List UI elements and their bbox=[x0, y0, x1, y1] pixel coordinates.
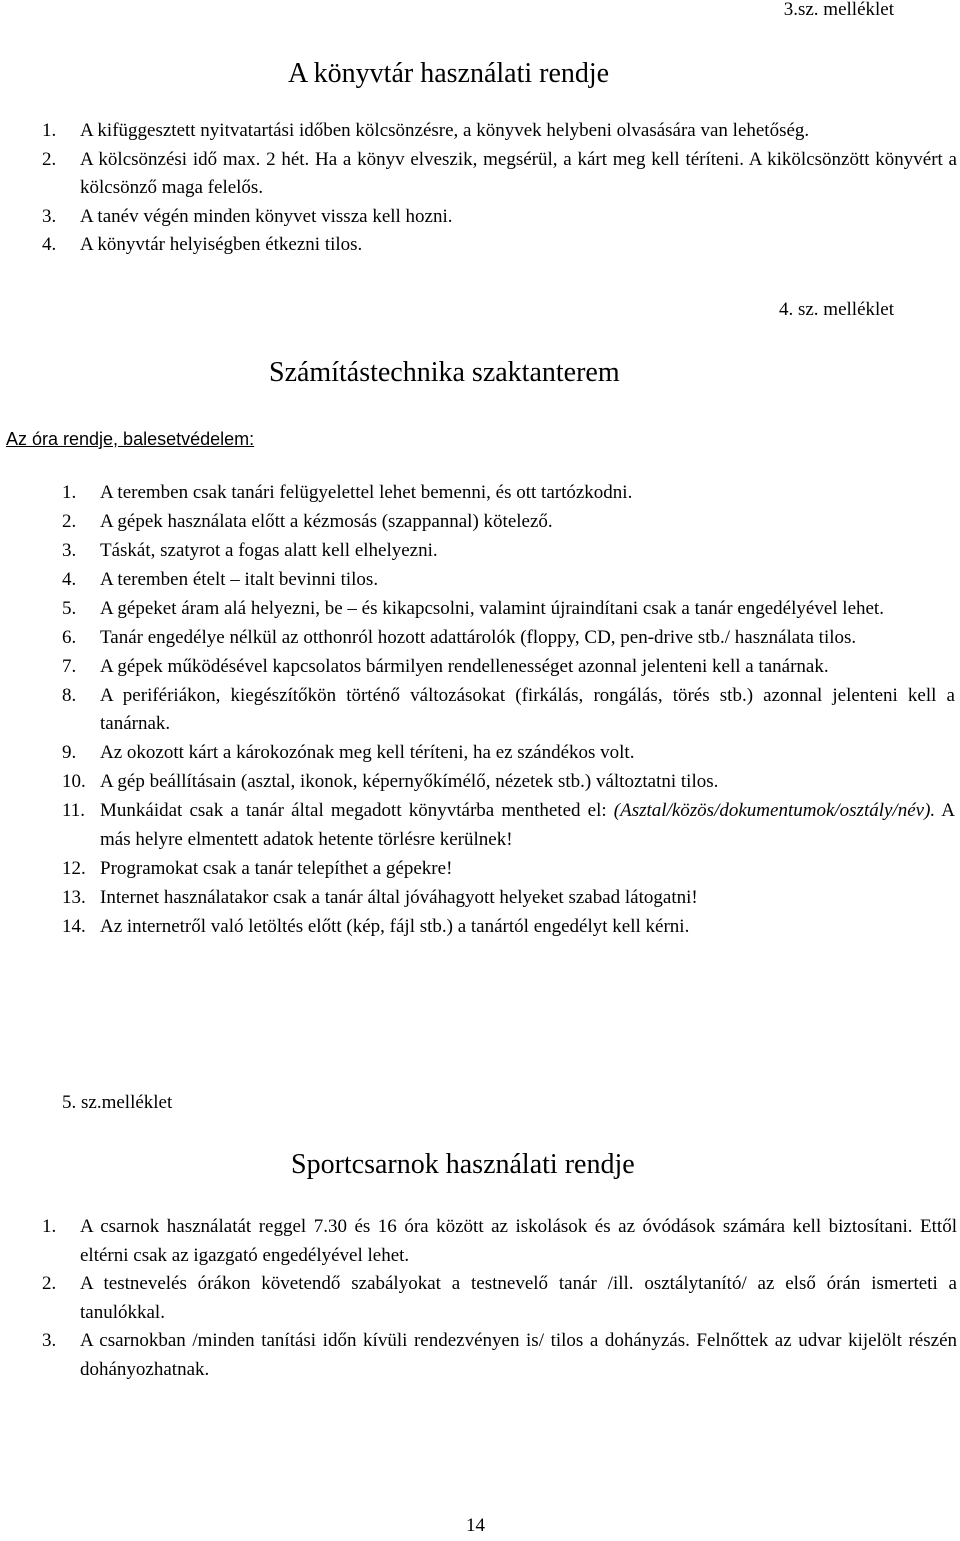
list-item bbox=[62, 479, 955, 508]
item-number: 2. bbox=[62, 510, 77, 532]
item-number: 7. bbox=[62, 655, 77, 677]
item-number: 14. bbox=[62, 915, 86, 937]
list-item bbox=[62, 768, 955, 797]
list-item bbox=[42, 146, 957, 203]
list-item bbox=[62, 884, 955, 913]
sports-hall-title: Sportcsarnok használati rendje bbox=[291, 1149, 635, 1180]
item-number: 4. bbox=[62, 568, 77, 590]
list-item bbox=[42, 203, 957, 232]
item-text: Internet használatakor csak a tanár által jóváhagyott helyeket szabad látogatni! bbox=[100, 886, 698, 908]
item-path: (Asztal/közös/dokumentumok/osztály/név). bbox=[613, 800, 936, 821]
item-number: 8. bbox=[62, 684, 77, 706]
item-number: 1. bbox=[42, 1216, 57, 1237]
list-item bbox=[62, 508, 955, 537]
item-text: A testnevelés órákon követendő szabályokat a testnevelő tanár /ill. osztálytanító/ az első órán ismerteti a tanulókkal. bbox=[80, 1273, 957, 1323]
item-number: 10. bbox=[62, 771, 86, 792]
item-number: 9. bbox=[62, 742, 77, 763]
item-text: A gépek működésével kapcsolatos bármilyen rendellenességet azonnal jelenteni kell a tanárnak. bbox=[100, 655, 829, 677]
list-item bbox=[62, 913, 955, 942]
item-text: A gépeket áram alá helyezni, be – és kikapcsolni, valamint újraindítani csak a tanár engedélyével lehet. bbox=[100, 597, 884, 619]
list-item bbox=[42, 231, 957, 260]
item-text: A csarnokban /minden tanítási időn kívüli rendezvényen is/ tilos a dohányzás. Felnőttek az udvar kijelölt részén dohányozhatnak. bbox=[80, 1330, 957, 1380]
item-number: 11. bbox=[62, 800, 86, 821]
list-item bbox=[62, 566, 955, 595]
computer-room-rules-list bbox=[62, 478, 955, 941]
item-text: A csarnok használatát reggel 7.30 és 16 óra között az iskolások és az óvódások számára kell biztosítani. Ettől eltérni csak az igazgató engedélyével lehet. bbox=[80, 1216, 957, 1266]
item-text: Az okozott kárt a károkozónak meg kell téríteni, ha ez szándékos volt. bbox=[100, 742, 635, 763]
item-text: Munkáidat csak a tanár által megadott könyvtárba mentheted el: bbox=[100, 800, 614, 821]
item-text: A kölcsönzési idő max. 2 hét. Ha a könyv elveszik, megsérül, a kárt meg kell téríteni. A kikölcsönzött könyvért a kölcsönző maga felelős. bbox=[80, 148, 957, 198]
list-item bbox=[62, 595, 955, 624]
item-text: A kifüggesztett nyitvatartási időben kölcsönzésre, a könyvek helybeni olvasására van lehetőség. bbox=[80, 120, 810, 141]
rules-subheading: Az óra rendje, balesetvédelem: bbox=[6, 429, 255, 449]
list-item bbox=[62, 653, 955, 682]
list-item bbox=[42, 1270, 957, 1327]
item-text: Táskát, szatyrot a fogas alatt kell elhelyezni. bbox=[100, 539, 438, 561]
library-title: A könyvtár használati rendje bbox=[288, 58, 610, 89]
item-text: A gépek használata előtt a kézmosás (szappannal) kötelező. bbox=[100, 510, 553, 532]
item-number: 1. bbox=[62, 481, 77, 503]
page-number: 14 bbox=[466, 1515, 485, 1536]
item-text: A könyvtár helyiségben étkezni tilos. bbox=[80, 234, 363, 255]
item-text: A tanév végén minden könyvet vissza kell hozni. bbox=[80, 205, 453, 227]
item-number: 3. bbox=[42, 1330, 57, 1351]
sports-hall-rules-list bbox=[42, 1213, 957, 1384]
item-text: Az internetről való letöltés előtt (kép, fájl stb.) a tanártól engedélyt kell kérni. bbox=[100, 915, 690, 937]
item-text: A gép beállításain (asztal, ikonok, képernyőkímélő, nézetek stb.) változtatni tilos. bbox=[100, 771, 719, 792]
computer-room-title: Számítástechnika szaktanterem bbox=[269, 357, 620, 388]
item-number: 3. bbox=[42, 205, 57, 227]
list-item bbox=[42, 1327, 957, 1384]
item-text: A teremben ételt – italt bevinni tilos. bbox=[100, 568, 379, 590]
list-item bbox=[62, 855, 955, 884]
list-item bbox=[62, 624, 955, 653]
item-text: A teremben csak tanári felügyelettel lehet bemenni, és ott tartózkodni. bbox=[100, 481, 633, 503]
list-item bbox=[62, 537, 955, 566]
item-number: 5. bbox=[62, 597, 77, 619]
item-number: 2. bbox=[42, 148, 57, 170]
item-text: A más helyre elmentett adatok hetente törlésre kerülnek! bbox=[100, 800, 955, 850]
library-rules-list bbox=[42, 117, 957, 260]
item-number: 4. bbox=[42, 234, 57, 255]
item-text: Tanár engedélye nélkül az otthonról hozott adattárolók (floppy, CD, pen-drive stb./ használata tilos. bbox=[100, 626, 857, 648]
item-number: 6. bbox=[62, 626, 77, 648]
list-item bbox=[62, 682, 955, 739]
list-item bbox=[62, 797, 955, 854]
annex-4-note: 4. sz. melléklet bbox=[778, 299, 894, 320]
annex-5-note: 5. sz.melléklet bbox=[62, 1092, 173, 1113]
item-number: 2. bbox=[42, 1273, 57, 1294]
item-number: 13. bbox=[62, 886, 86, 908]
item-number: 3. bbox=[62, 539, 77, 561]
item-text: Programokat csak a tanár telepíthet a gépekre! bbox=[100, 857, 453, 879]
list-item bbox=[62, 739, 955, 768]
item-text: A perifériákon, kiegészítőkön történő változásokat (firkálás, rongálás, törés stb.) azonnal jelenteni kell a tanárnak. bbox=[100, 684, 955, 734]
annex-3-note: 3.sz. melléklet bbox=[783, 0, 894, 20]
item-number: 1. bbox=[42, 120, 57, 141]
list-item bbox=[42, 117, 957, 146]
item-number: 12. bbox=[62, 857, 86, 879]
list-item bbox=[42, 1213, 957, 1270]
